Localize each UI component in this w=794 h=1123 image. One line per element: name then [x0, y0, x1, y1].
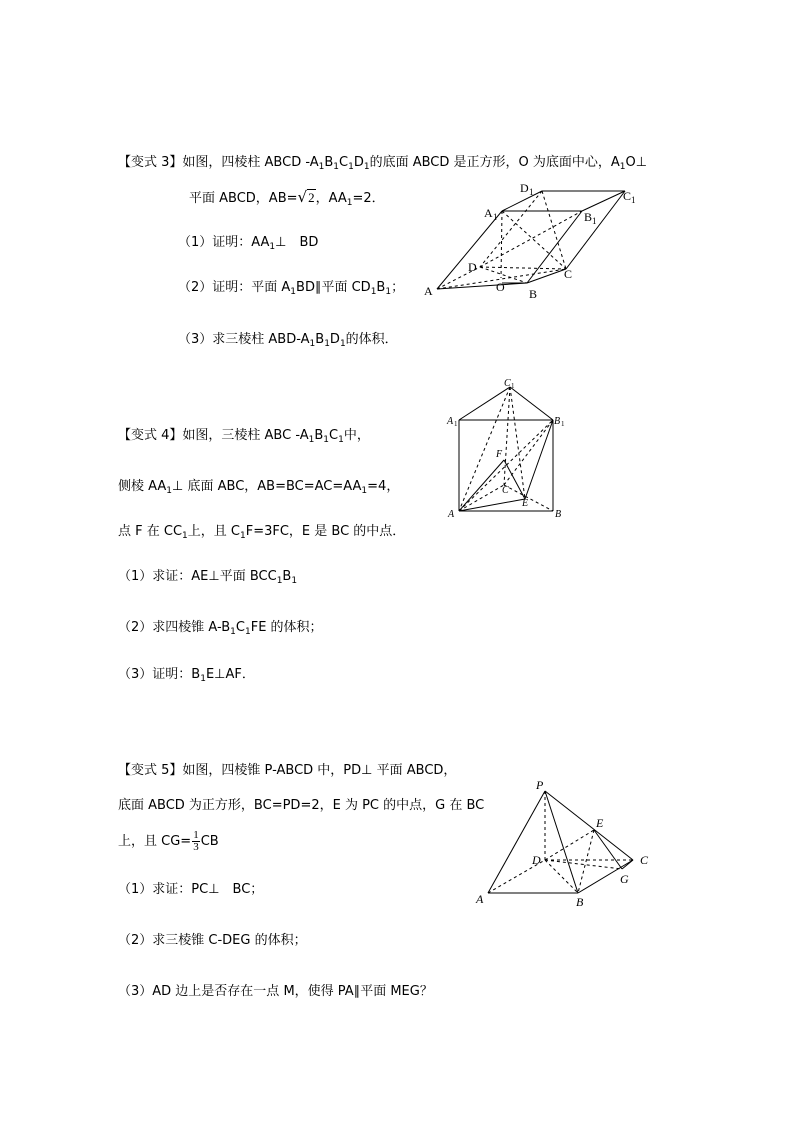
pyramid-figure-5 — [470, 775, 660, 915]
problem-5-intro: 【变式 5】如图，四棱锥 P-ABCD 中，PD⊥ 平面 ABCD， — [118, 763, 457, 778]
svg-text:1: 1 — [493, 212, 498, 222]
label-O: O — [496, 280, 505, 294]
label-D: D — [532, 853, 541, 867]
problem-3-intro: 【变式 3】如图，四棱柱 ABCD $-A_1B_1C_1D_1$的底面 ABCD 是正方形，O 为底面中心，$A_1O\perp$ — [118, 155, 648, 172]
problem-5-point-g: 上，且 CG= $\frac{1}{3}$ CB — [118, 829, 219, 853]
label-E: E — [522, 498, 529, 509]
svg-text:1: 1 — [561, 420, 565, 428]
problem-3-tag: 【变式 3】 — [118, 155, 183, 170]
fraction-one-third: $\frac{1}{3}$ — [193, 829, 199, 853]
problem-5-tag: 【变式 5】 — [118, 763, 183, 778]
svg-text:1: 1 — [529, 187, 534, 197]
problem-4-intro: 【变式 4】如图，三棱柱 ABC $-A_1B_1C_1$中， — [118, 428, 370, 445]
prism-figure-3 — [420, 175, 660, 305]
label-A: A — [448, 509, 455, 520]
problem-4-question-2: （2）求四棱锥 $A-B_1C_1FE$ 的体积； — [118, 620, 323, 637]
problem-4-question-3: （3）证明：$B_1E\perp AF$． — [118, 667, 255, 684]
problem-3-condition: 平面 ABCD，AB=√2，$AA_1=2$． — [189, 188, 385, 208]
problem-5-question-2: （2）求三棱锥 C-DEG 的体积； — [118, 933, 307, 948]
problem-4-tag: 【变式 4】 — [118, 428, 183, 443]
label-B: B — [555, 509, 562, 520]
label-C1: C — [623, 189, 632, 203]
label-C: C — [564, 267, 573, 281]
label-C: C — [502, 485, 509, 496]
problem-5-condition: 底面 ABCD 为正方形，BC=PD=2，E 为 PC 的中点，G 在 BC — [118, 798, 485, 813]
prism-figure-4 — [440, 375, 580, 525]
problem-4-point-f: 点 F 在 $CC_1$上，且 $C_1F=3FC$，E 是 BC 的中点． — [118, 524, 406, 541]
label-A: A — [424, 284, 433, 298]
problem-3-question-2: （2）证明：平面 $A_1BD\parallel$平面 $CD_1B_1$； — [178, 280, 405, 297]
label-B: B — [576, 895, 584, 909]
label-C1: C — [504, 378, 511, 389]
problem-3-question-1: （1）证明：$AA_1\perp$ BD — [178, 235, 319, 252]
svg-text:1: 1 — [454, 420, 458, 428]
label-F: F — [496, 449, 503, 460]
label-A1: A — [447, 416, 454, 427]
label-B1: B — [554, 416, 561, 427]
label-A: A — [476, 892, 484, 906]
problem-5-question-1: （1）求证：PC⊥ BC； — [118, 882, 264, 897]
problem-3-question-3: （3）求三棱柱 ABD-$A_1B_1D_1$的体积． — [178, 332, 398, 349]
label-A1: A — [484, 206, 493, 220]
label-B: B — [529, 287, 538, 301]
problem-5-question-3: （3）AD 边上是否存在一点 M，使得 PA∥平面 MEG？ — [118, 984, 433, 999]
problem-4-condition: 侧棱 $AA_1\perp$ 底面 ABC，$AB=BC=AC=AA_1=4$， — [118, 479, 400, 496]
label-G: G — [620, 872, 629, 886]
label-C: C — [640, 853, 649, 867]
svg-text:1: 1 — [511, 382, 515, 390]
label-B1: B — [584, 210, 593, 224]
svg-text:1: 1 — [631, 195, 636, 205]
label-D1: D — [520, 181, 529, 195]
label-P: P — [536, 778, 544, 792]
label-E: E — [596, 816, 604, 830]
svg-text:1: 1 — [592, 216, 597, 226]
problem-4-question-1: （1）求证：AE⊥平面 $BCC_1B_1$ — [118, 569, 298, 586]
sqrt-2: √2 — [297, 188, 315, 206]
label-D: D — [468, 260, 477, 274]
